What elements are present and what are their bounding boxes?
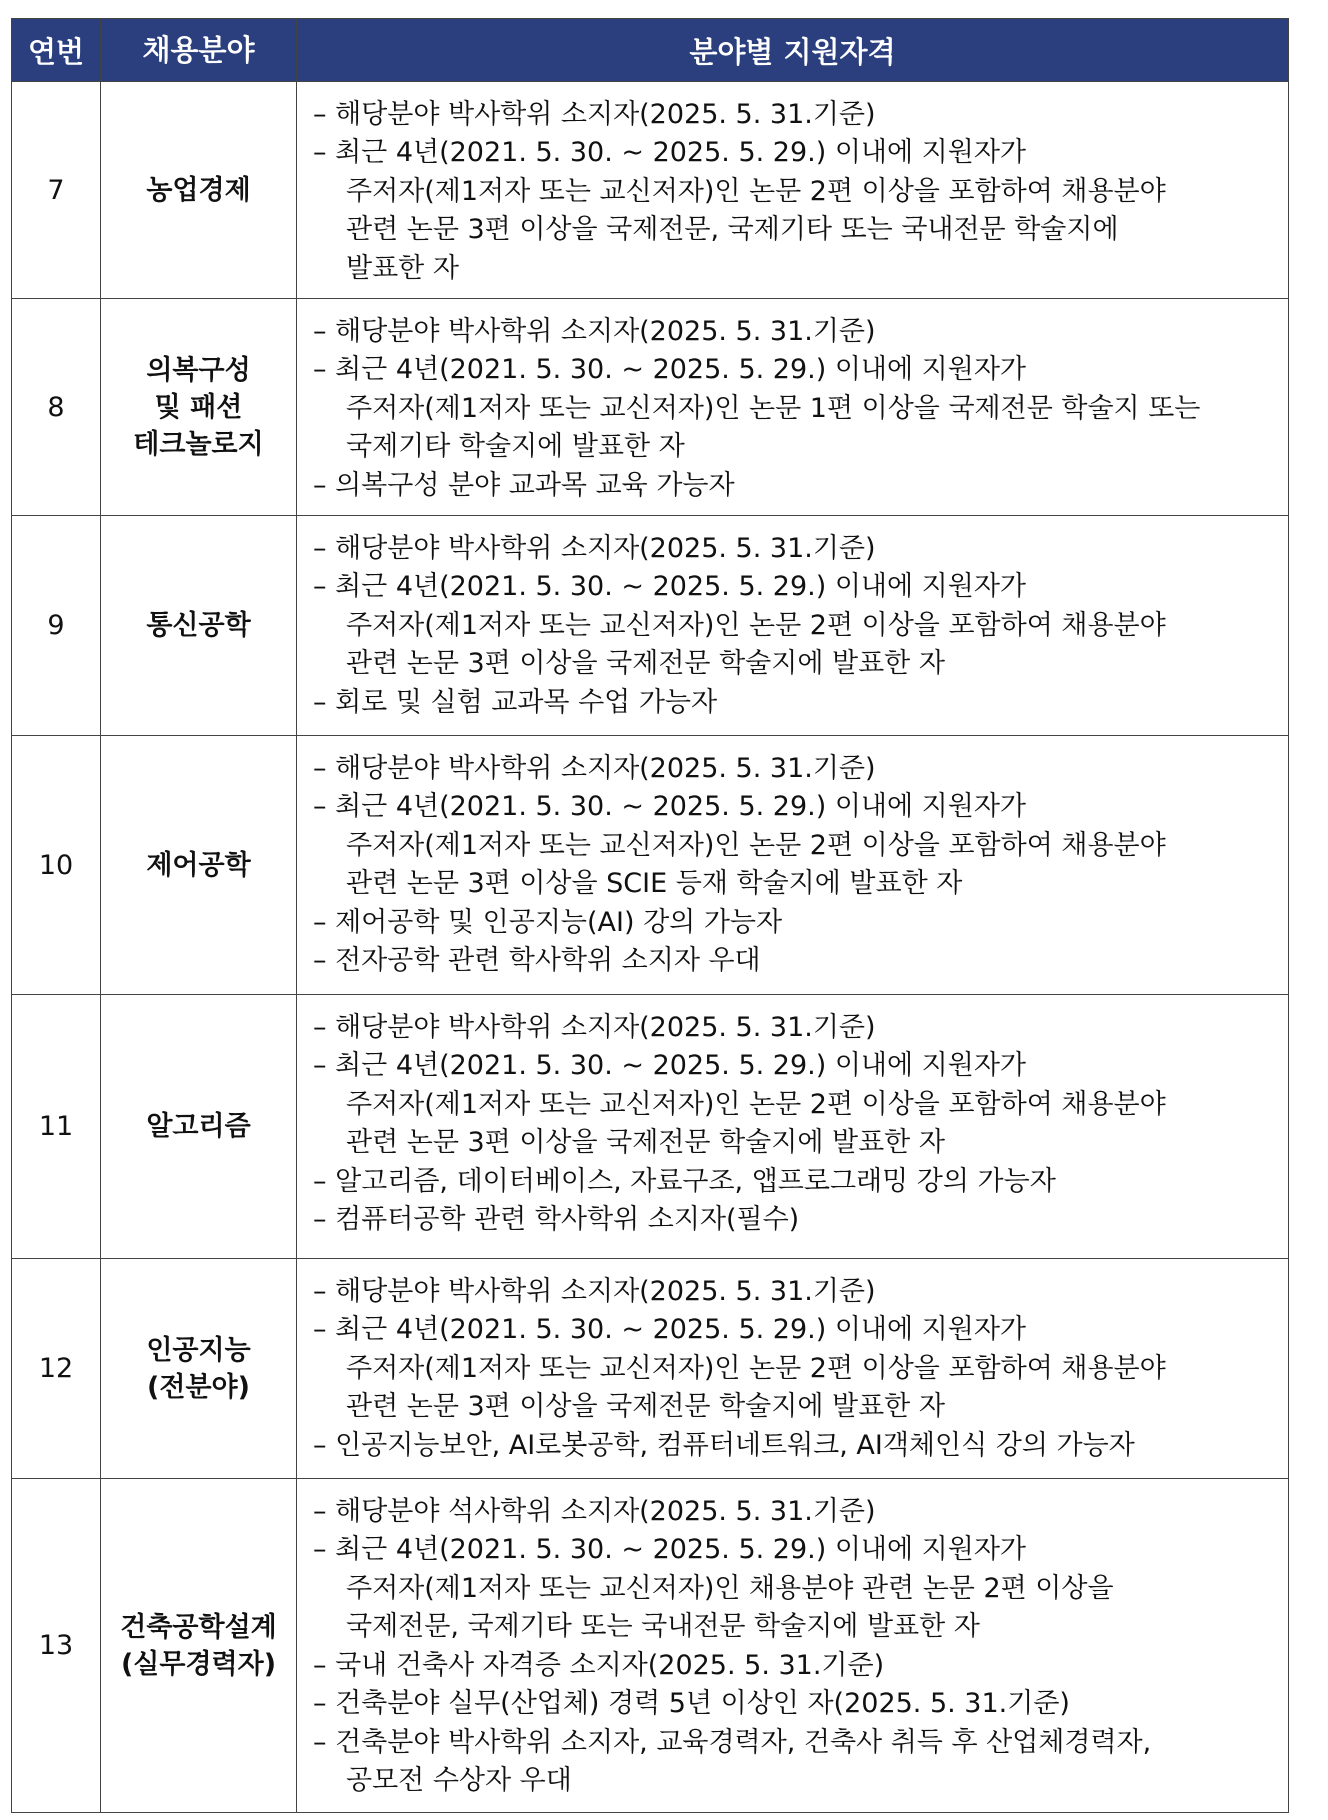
row-number: 7 [12, 82, 101, 299]
requirement-item: – 해당분야 박사학위 소지자(2025. 5. 31.기준) [313, 99, 876, 130]
row-field [101, 995, 297, 1259]
header-field: 채용분야 [101, 19, 297, 82]
field-name-line: (전분야) [147, 1371, 250, 1403]
field-name-line: 통신공학 [146, 610, 251, 642]
requirement-continuation: 관련 논문 3편 이상을 국제전문 학술지에 발표한 자 [346, 1127, 945, 1159]
requirement-continuation: 주저자(제1저자 또는 교신저자)인 채용분야 관련 논문 2편 이상을 [346, 1572, 1114, 1604]
field-name-line: 알고리즘 [146, 1111, 251, 1143]
table-row [12, 1259, 1289, 1479]
requirement-item: – 해당분야 박사학위 소지자(2025. 5. 31.기준) [313, 1276, 876, 1308]
field-name-line: 의복구성 [146, 354, 251, 386]
row-field [101, 516, 297, 736]
row-requirements [297, 995, 1289, 1259]
table-row [12, 82, 1289, 299]
requirement-item: – 최근 4년(2021. 5. 30. ~ 2025. 5. 29.) 이내에 지원자가 [313, 1314, 1027, 1346]
requirement-item: – 최근 4년(2021. 5. 30. ~ 2025. 5. 29.) 이내에 지원자가 [313, 1534, 1027, 1566]
row-number: 11 [12, 995, 101, 1259]
requirement-continuation: 주저자(제1저자 또는 교신저자)인 논문 2편 이상을 포함하여 채용분야 [346, 829, 1166, 861]
table-row [12, 736, 1289, 995]
requirement-continuation: 공모전 수상자 우대 [346, 1764, 572, 1796]
requirement-item: – 최근 4년(2021. 5. 30. ~ 2025. 5. 29.) 이내에 지원자가 [313, 791, 1027, 823]
requirement-item: – 해당분야 박사학위 소지자(2025. 5. 31.기준) [313, 1012, 876, 1044]
table-row [12, 995, 1289, 1259]
row-requirements [297, 516, 1289, 736]
table-body [12, 82, 1289, 1813]
field-name-line: 제어공학 [146, 849, 251, 881]
table-row [12, 299, 1289, 516]
row-field [101, 736, 297, 995]
requirement-item: – 최근 4년(2021. 5. 30. ~ 2025. 5. 29.) 이내에 지원자가 [313, 1050, 1027, 1082]
row-field [101, 299, 297, 516]
requirement-continuation: 관련 논문 3편 이상을 국제전문 학술지에 발표한 자 [346, 1391, 945, 1423]
requirement-item: – 의복구성 분야 교과목 교육 가능자 [313, 469, 735, 501]
row-number: 10 [12, 736, 101, 995]
row-number: 8 [12, 299, 101, 516]
requirement-item: – 해당분야 박사학위 소지자(2025. 5. 31.기준) [313, 533, 876, 565]
requirement-item: – 최근 4년(2021. 5. 30. ~ 2025. 5. 29.) 이내에 지원자가 [313, 354, 1027, 386]
requirement-continuation: 주저자(제1저자 또는 교신저자)인 논문 1편 이상을 국제전문 학술지 또는 [346, 392, 1201, 424]
field-name-line: 및 패션 [154, 391, 243, 423]
field-name-line: 건축공학설계 [120, 1611, 277, 1643]
row-requirements [297, 1479, 1289, 1813]
row-requirements [297, 736, 1289, 995]
row-requirements [297, 82, 1289, 299]
requirement-item: – 제어공학 및 인공지능(AI) 강의 가능자 [313, 906, 783, 938]
row-field [101, 1479, 297, 1813]
header-row [12, 19, 1289, 82]
requirement-item: – 인공지능보안, AI로봇공학, 컴퓨터네트워크, AI객체인식 강의 가능자 [313, 1429, 1135, 1461]
requirement-item: – 최근 4년(2021. 5. 30. ~ 2025. 5. 29.) 이내에 지원자가 [313, 137, 1027, 169]
row-field [101, 1259, 297, 1479]
requirement-item: – 해당분야 박사학위 소지자(2025. 5. 31.기준) [313, 316, 876, 348]
row-field [101, 82, 297, 299]
field-name-line: (실무경력자) [120, 1648, 277, 1680]
qualification-table [11, 18, 1289, 1813]
requirement-continuation: 주저자(제1저자 또는 교신저자)인 논문 2편 이상을 포함하여 채용분야 [346, 1088, 1166, 1120]
requirement-continuation: 발표한 자 [346, 252, 459, 284]
requirement-continuation: 국제전문, 국제기타 또는 국내전문 학술지에 발표한 자 [346, 1611, 980, 1643]
row-number: 13 [12, 1479, 101, 1813]
requirement-continuation: 주저자(제1저자 또는 교신저자)인 논문 2편 이상을 포함하여 채용분야 [346, 609, 1166, 641]
row-requirements [297, 1259, 1289, 1479]
requirement-item: – 건축분야 박사학위 소지자, 교육경력자, 건축사 취득 후 산업체경력자, [313, 1726, 1152, 1758]
requirement-item: – 회로 및 실험 교과목 수업 가능자 [313, 686, 718, 718]
header-requirements: 분야별 지원자격 [297, 19, 1289, 82]
row-number: 9 [12, 516, 101, 736]
table-row [12, 516, 1289, 736]
table-row [12, 1479, 1289, 1813]
requirement-continuation: 주저자(제1저자 또는 교신저자)인 논문 2편 이상을 포함하여 채용분야 [346, 175, 1166, 207]
header-number: 연번 [12, 19, 101, 82]
requirement-continuation: 관련 논문 3편 이상을 국제전문 학술지에 발표한 자 [346, 648, 945, 680]
field-name-line: 인공지능 [146, 1334, 251, 1366]
requirement-item: – 국내 건축사 자격증 소지자(2025. 5. 31.기준) [313, 1649, 885, 1681]
requirement-item: – 해당분야 석사학위 소지자(2025. 5. 31.기준) [313, 1496, 876, 1528]
requirement-item: – 건축분야 실무(산업체) 경력 5년 이상인 자(2025. 5. 31.기준) [313, 1688, 1070, 1720]
row-requirements [297, 299, 1289, 516]
requirement-item: – 해당분야 박사학위 소지자(2025. 5. 31.기준) [313, 753, 876, 785]
requirement-continuation: 주저자(제1저자 또는 교신저자)인 논문 2편 이상을 포함하여 채용분야 [346, 1352, 1166, 1384]
requirement-item: – 최근 4년(2021. 5. 30. ~ 2025. 5. 29.) 이내에 지원자가 [313, 571, 1027, 603]
row-number: 12 [12, 1259, 101, 1479]
requirement-item: – 컴퓨터공학 관련 학사학위 소지자(필수) [313, 1204, 800, 1236]
requirement-item: – 전자공학 관련 학사학위 소지자 우대 [313, 945, 761, 977]
requirement-continuation: 국제기타 학술지에 발표한 자 [346, 431, 685, 463]
requirement-continuation: 관련 논문 3편 이상을 SCIE 등재 학술지에 발표한 자 [346, 868, 963, 900]
field-name-line: 농업경제 [146, 174, 251, 206]
requirement-item: – 알고리즘, 데이터베이스, 자료구조, 앱프로그래밍 강의 가능자 [313, 1165, 1056, 1197]
requirement-continuation: 관련 논문 3편 이상을 국제전문, 국제기타 또는 국내전문 학술지에 [346, 214, 1119, 246]
field-name-line: 테크놀로지 [133, 428, 264, 460]
